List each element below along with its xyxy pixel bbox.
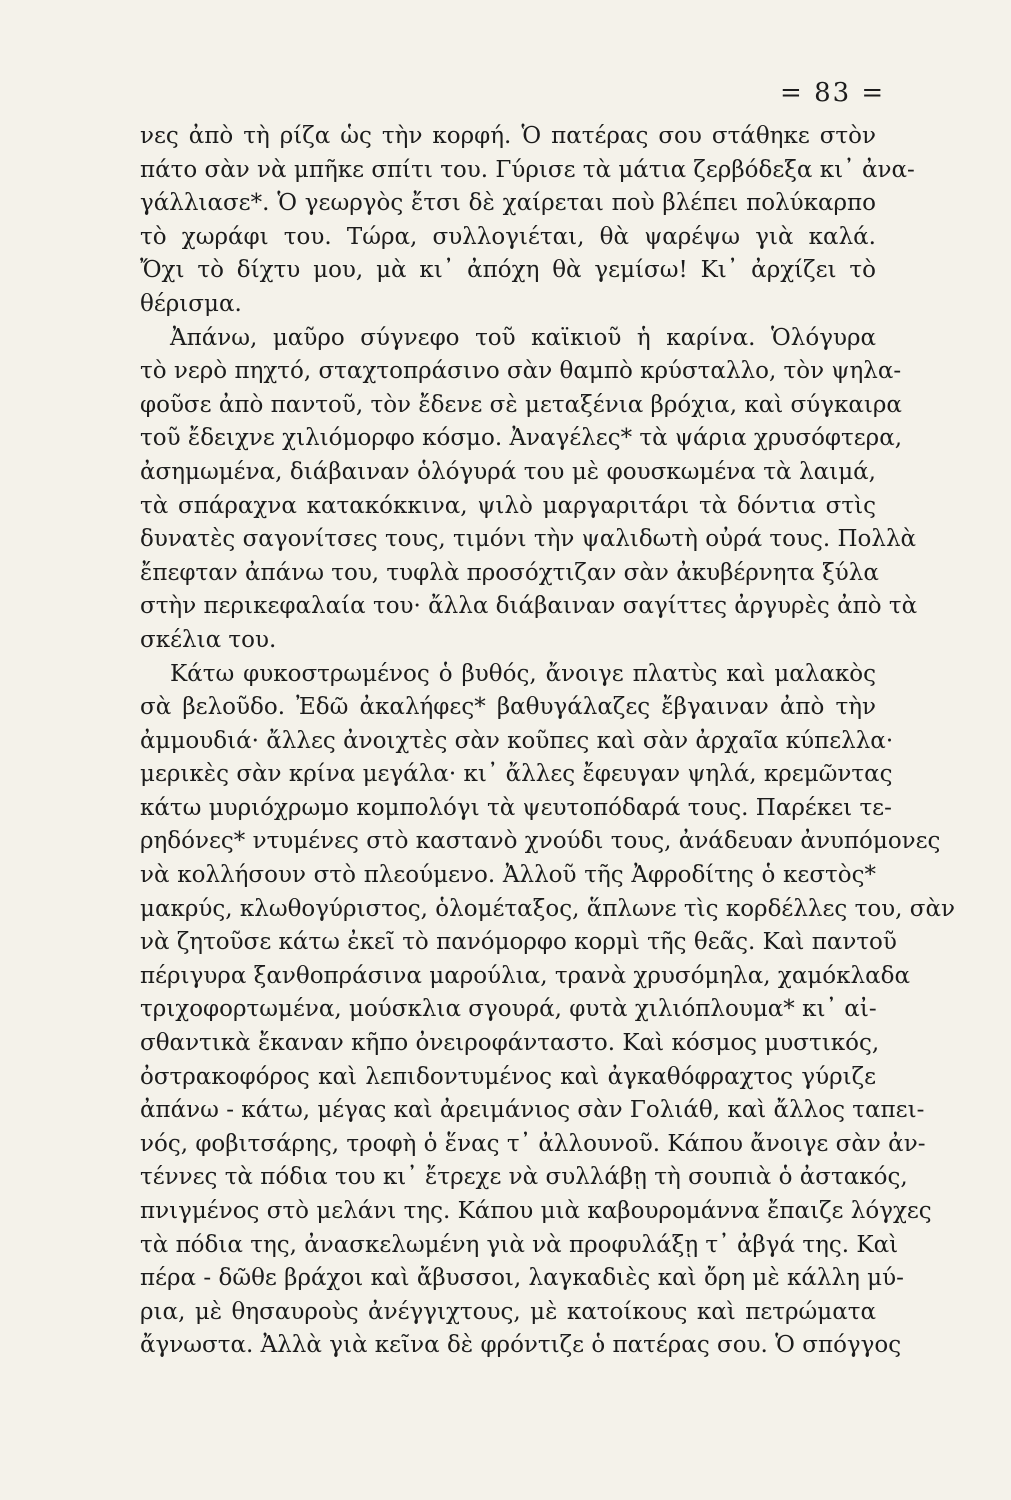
- text-line: τριχοφορτωμένα, μούσκλια σγουρά, φυτὰ χιλιόπλουμα* κι᾽ αἰ-: [140, 996, 877, 1023]
- text-line: ἀμμουδιά· ἄλλες ἀνοιχτὲς σὰν κοῦπες καὶ σὰν ἀρχαῖα κύπελλα·: [140, 727, 894, 754]
- text-line: τοῦ ἔδειχνε χιλιόμορφο κόσμο. Ἀναγέλες* τὰ ψάρια χρυσόφτερα,: [140, 425, 903, 452]
- text-line: δυνατὲς σαγονίτσες τους, τιμόνι τὴν ψαλιδωτὴ οὐρά τους. Πολλὰ: [140, 526, 917, 553]
- text-line: νες ἀπὸ τὴ ρίζα ὡς τὴν κορφή. Ὁ πατέρας σου στάθηκε στὸν: [140, 123, 876, 149]
- text-line: πέρα - δῶθε βράχοι καὶ ἄβυσσοι, λαγκαδιὲς καὶ ὄρη μὲ κάλλη μύ-: [140, 1265, 904, 1292]
- text-line: ἄγνωστα. Ἀλλὰ γιὰ κεῖνα δὲ φρόντιζε ὁ πατέρας σου. Ὁ σπόγγος: [140, 1332, 902, 1359]
- text-line: ἀσημωμένα, διάβαιναν ὁλόγυρά του μὲ φουσκωμένα τὰ λαιμά,: [140, 458, 876, 485]
- page-number-left-rule: =: [780, 78, 804, 108]
- text-line: σθαντικὰ ἔκαναν κῆπο ὀνειροφάνταστο. Καὶ κόσμος μυστικός,: [140, 1030, 880, 1057]
- page-number: [780, 78, 885, 108]
- text-line: πνιγμένος στὸ μελάνι της. Κάπου μιὰ καβουρομάννα ἔπαιζε λόγχες: [140, 1198, 932, 1224]
- text-line: φοῦσε ἀπὸ παντοῦ, τὸν ἔδενε σὲ μεταξένια βρόχια, καὶ σύγκαιρα: [140, 391, 902, 418]
- text-line: Ὄχι τὸ δίχτυ μου, μὰ κι᾽ ἀπόχη θὰ γεμίσω! Κι᾽ ἀρχίζει τὸ: [140, 257, 876, 284]
- text-line: νὰ κολλήσουν στὸ πλεούμενο. Ἀλλοῦ τῆς Ἀφροδίτης ὁ κεστὸς*: [140, 862, 876, 889]
- text-line: ρια, μὲ θησαυροὺς ἀνέγγιχτους, μὲ κατοίκους καὶ πετρώματα: [140, 1298, 876, 1325]
- text-line: σκέλια του.: [140, 626, 277, 653]
- text-line: τέννες τὰ πόδια του κι᾽ ἔτρεχε νὰ συλλάβῃ τὴ σουπιὰ ὁ ἀστακός,: [140, 1164, 908, 1191]
- text-line: τὸ νερὸ πηχτό, σταχτοπράσινο σὰν θαμπὸ κρύσταλλο, τὸν ψηλα-: [140, 358, 902, 385]
- text-line: μερικὲς σὰν κρίνα μεγάλα· κι᾽ ἄλλες ἔφευγαν ψηλά, κρεμῶντας: [140, 761, 893, 788]
- text-line: ὀστρακοφόρος καὶ λεπιδοντυμένος καὶ ἀγκαθόφραχτος γύριζε: [140, 1063, 876, 1090]
- text-line: τὰ πόδια της, ἀνασκελωμένη γιὰ νὰ προφυλάξῃ τ᾽ ἀβγά της. Καὶ: [140, 1231, 899, 1258]
- text-line: πέριγυρα ξανθοπράσινα μαρούλια, τρανὰ χρυσόμηλα, χαμόκλαδα: [140, 962, 911, 989]
- text-line: ρηδόνες* ντυμένες στὸ καστανὸ χνούδι τους, ἀνάδευαν ἀνυπόμονες: [140, 828, 941, 855]
- body-text: [140, 120, 955, 1397]
- text-line: θέρισμα.: [140, 290, 242, 317]
- text-line: πάτο σὰν νὰ μπῆκε σπίτι του. Γύρισε τὰ μάτια ζερβόδεξα κι᾽ ἀνα-: [140, 156, 915, 183]
- page-number-value: 83: [814, 78, 852, 108]
- text-line: Ἀπάνω, μαῦρο σύγνεφο τοῦ καϊκιοῦ ἡ καρίνα. Ὁλόγυρα: [170, 324, 876, 351]
- page-number-right-rule: =: [861, 78, 886, 108]
- text-line: μακρύς, κλωθογύριστος, ὁλομέταξος, ἅπλωνε τὶς κορδέλλες του, σὰν: [140, 895, 955, 922]
- text-line: σὰ βελοῦδο. Ἐδῶ ἀκαλήφες* βαθυγάλαζες ἔβγαιναν ἀπὸ τὴν: [140, 694, 876, 721]
- text-line: [140, 1363, 876, 1397]
- text-line: τὸ χωράφι του. Τώρα, συλλογιέται, θὰ ψαρέψω γιὰ καλά.: [140, 223, 876, 250]
- text-line: κάτω μυριόχρωμο κομπολόγι τὰ ψευτοπόδαρά τους. Παρέκει τε-: [140, 794, 892, 821]
- text-line: γάλλιασε*. Ὁ γεωργὸς ἔτσι δὲ χαίρεται ποὺ βλέπει πολύκαρπο: [140, 190, 876, 217]
- text-line: νός, φοβιτσάρης, τροφὴ ὁ ἕνας τ᾽ ἀλλουνοῦ. Κάπου ἄνοιγε σὰν ἀν-: [140, 1130, 926, 1157]
- text-line: τὰ σπάραχνα κατακόκκινα, ψιλὸ μαργαριτάρι τὰ δόντια στὶς: [140, 492, 876, 519]
- text-line: ἀπάνω - κάτω, μέγας καὶ ἀρειμάνιος σὰν Γολιάθ, καὶ ἄλλος ταπει-: [140, 1097, 925, 1124]
- text-line: Κάτω φυκοστρωμένος ὁ βυθός, ἄνοιγε πλατὺς καὶ μαλακὸς: [170, 660, 876, 687]
- text-line: νὰ ζητοῦσε κάτω ἐκεῖ τὸ πανόμορφο κορμὶ τῆς θεᾶς. Καὶ παντοῦ: [140, 929, 897, 956]
- text-line: στὴν περικεφαλαία του· ἄλλα διάβαιναν σαγίττες ἀργυρὲς ἀπὸ τὰ: [140, 593, 918, 620]
- text-line: ἔπεφταν ἀπάνω του, τυφλὰ προσόχτιζαν σὰν ἀκυβέρνητα ξύλα: [140, 559, 879, 586]
